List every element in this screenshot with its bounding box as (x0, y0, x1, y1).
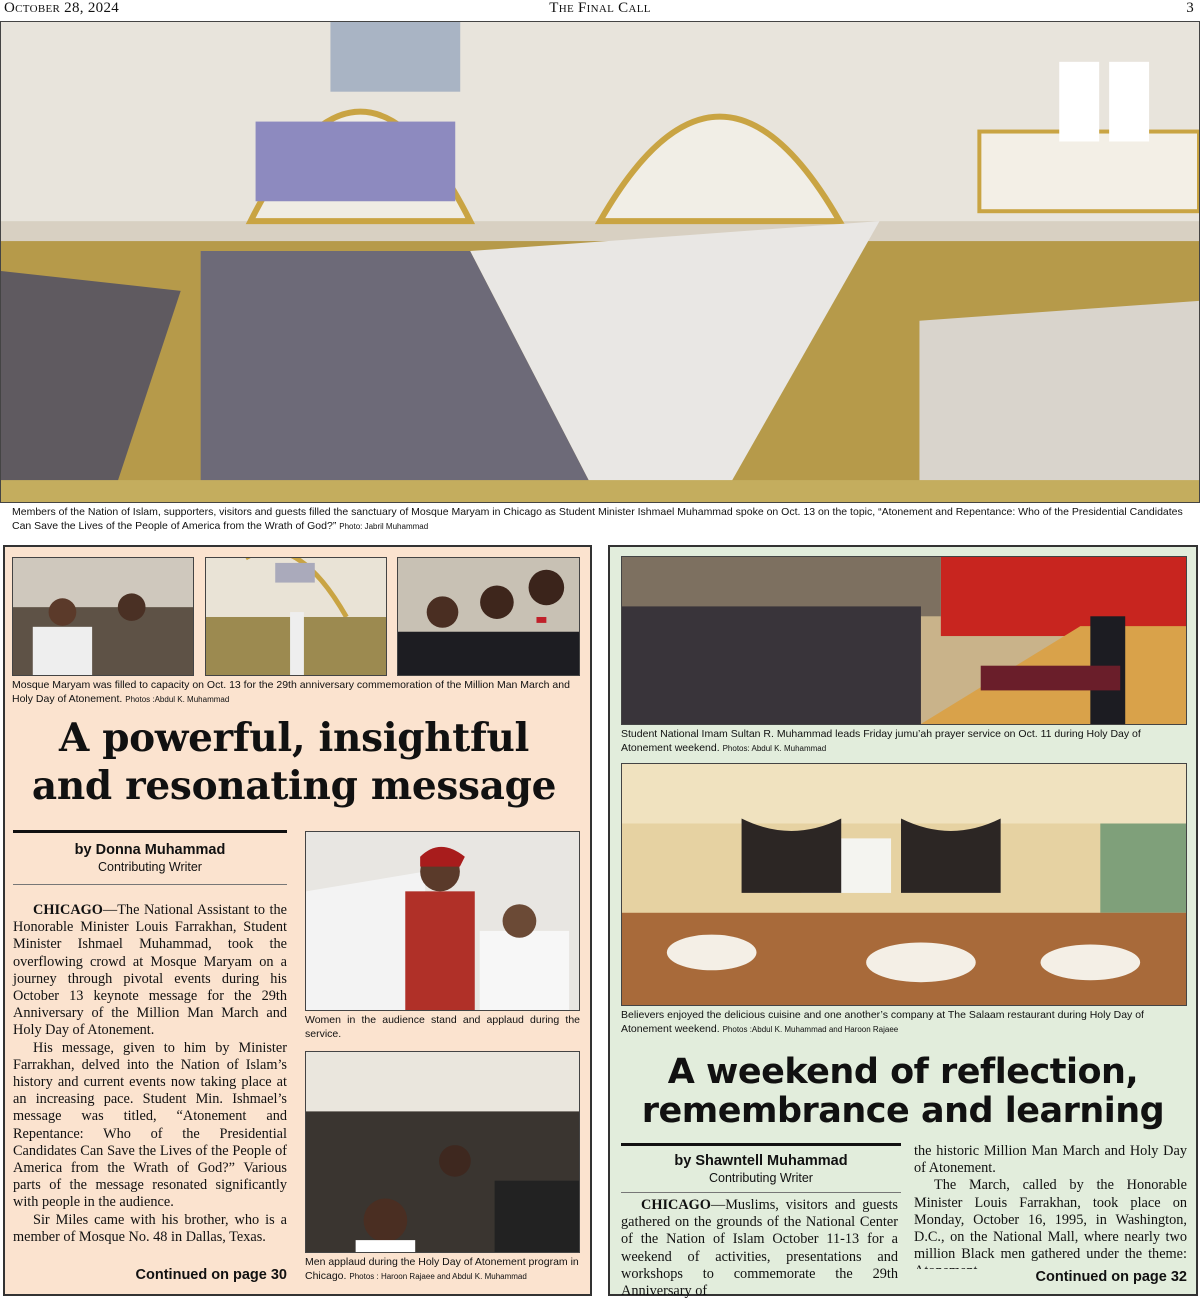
left-headline-line2: and resonating message (31, 763, 557, 809)
men-photo-credit: Photos : Haroon Rajaee and Abdul K. Muhammad (349, 1271, 527, 1281)
left-byline-role: Contributing Writer (98, 860, 202, 874)
right-byline-rule (621, 1143, 901, 1146)
left-para-2: His message, given to him by Minister Farrakhan, delved into the Nation of Islam’s history and current events now taking place at an increasing pace. Student Min. Ishmael’s message was titled, “Atonement and Repentance: Who of the Presidential Candidates Can Save the Lives of the People of America from the Wrath of God?” Various parts of the message resonated significantly with people in the audience. (13, 1039, 287, 1211)
byline-divider (13, 884, 287, 885)
left-dateline: CHICAGO (33, 902, 103, 918)
men-applaud-photo (305, 1051, 580, 1253)
right-headline-line1: A weekend of reflection, (667, 1052, 1139, 1092)
left-continued: Continued on page 30 (135, 1267, 287, 1283)
right-headline (614, 1053, 1192, 1131)
women-audience-photo (305, 831, 580, 1011)
strip-caption-text: Mosque Maryam was filled to capacity on Oct. 13 for the 29th anniversary commemoration of the Million Man March and Holy Day of Atonement. (12, 679, 570, 705)
prayer-service-photo (621, 556, 1187, 725)
men-photo-caption (305, 1256, 580, 1283)
young-men-photo (397, 557, 580, 676)
right-byline-role: Contributing Writer (709, 1171, 813, 1185)
right-article-col2 (914, 1143, 1187, 1281)
left-headline (8, 714, 580, 810)
salaam-restaurant-photo (621, 763, 1187, 1006)
page-number: 3 (1186, 0, 1194, 16)
men-caption-text: Men applaud during the Holy Day of Atonement program in Chicago. (305, 1256, 579, 1282)
right-byline: by Shawntell Muhammad (674, 1153, 848, 1169)
restaurant-photo-caption (621, 1009, 1187, 1036)
women-photo-caption: Women in the audience stand and applaud during the service. (305, 1014, 580, 1040)
newspaper-name: The Final Call (549, 0, 651, 16)
right-dateline: CHICAGO (641, 1197, 711, 1213)
right-byline-divider (621, 1192, 901, 1193)
right-continued: Continued on page 32 (914, 1269, 1187, 1285)
top-strip-caption (12, 679, 582, 706)
prayer-photo-credit: Photos: Abdul K. Muhammad (722, 743, 827, 753)
top-photo-caption (12, 506, 1190, 533)
left-para-1: —The National Assistant to the Honorable Minister Louis Farrakhan, Student Minister Ishmael Muhammad, took the overflowing crowd at Mosque Maryam on a journey through pivotal events during his October 13 keynote message for the 29th Anniversary of the Million Man March and Holy Day of Atonement. (13, 902, 287, 1039)
right-article-col1 (621, 1197, 898, 1298)
strip-photo-credit: Photos :Abdul K. Muhammad (125, 694, 230, 704)
left-article-body (13, 902, 287, 1246)
mosque-interior-photo (205, 557, 387, 676)
right-col2-para-b: The March, called by the Honorable Minister Louis Farrakhan, took place on Monday, October 16, 1995, in Washington, D.C., on the National Mall, where nearly two million Black men gathered under the theme: (914, 1177, 1187, 1263)
byline-rule (13, 830, 287, 833)
left-byline: by Donna Muhammad (74, 842, 226, 858)
women-applaud-photo (12, 557, 194, 676)
left-para-3: Sir Miles came with his brother, who is a member of Mosque No. 48 in Dallas, Texas. (13, 1211, 287, 1245)
right-col1-text: —Muslims, visitors and guests gathered on the grounds of the National Center of the Nation of Islam October 11-13 for a weekend of activities, presentations and workshops to commemorate the 29th Anniversary of (621, 1197, 898, 1298)
prayer-photo-caption (621, 728, 1187, 755)
left-headline-line1: A powerful, insightful (58, 715, 530, 761)
top-photo-credit: Photo: Jabril Muhammad (339, 521, 429, 531)
mosque-sanctuary-photo (0, 21, 1200, 503)
right-headline-line2: remembrance and learning (641, 1091, 1165, 1131)
restaurant-caption-text: Believers enjoyed the delicious cuisine and one another’s company at The Salaam restaurant during Holy Day of Atonement weekend. (621, 1009, 1144, 1035)
issue-date: October 28, 2024 (4, 0, 120, 16)
right-col2-para-a: the historic Million Man March and Holy Day of Atonement. (914, 1143, 1187, 1177)
prayer-caption-text: Student National Imam Sultan R. Muhammad leads Friday jumu’ah prayer service on Oct. 11 during Holy Day of Atonement weekend. (621, 728, 1141, 754)
top-caption-text: Members of the Nation of Islam, supporters, visitors and guests filled the sanctuary of Mosque Maryam in Chicago as Student Minister Ishmael Muhammad spoke on Oct. 13 on the topic, “Atonement and Repentance: Who of the Presidential Candidates Can Save the Lives of the People of America from the Wrath of God?” (12, 506, 1183, 532)
restaurant-photo-credit: Photos :Abdul K. Muhammad and Haroon Rajaee (722, 1024, 899, 1034)
